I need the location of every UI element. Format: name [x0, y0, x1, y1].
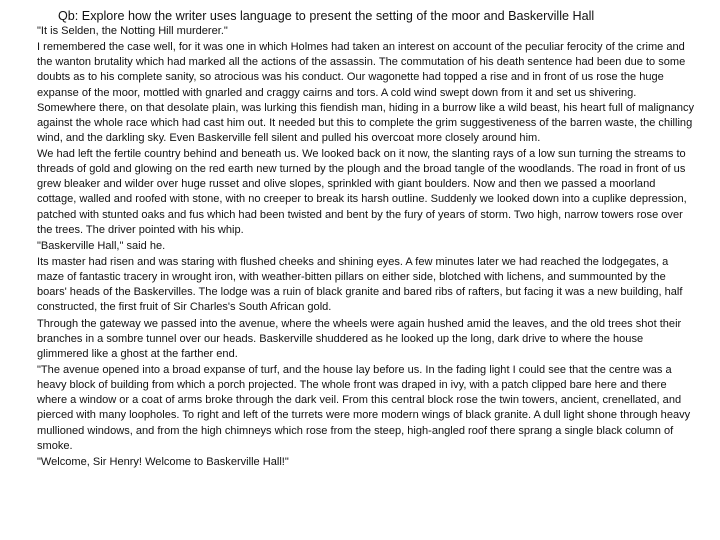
paragraph-avenue: Through the gateway we passed into the avenue, where the wheels were again hushed amid the leaves, and the old trees shot their branches in a sombre tunnel over our heads. Baskerville shuddered as he looked up the long, dark drive to where the house glimmered like a ghost at the farther end.: [37, 317, 682, 360]
paragraph-lodgegates: Its master had risen and was staring with flushed cheeks and shining eyes. A few minutes later we had reached the lodgegates, a maze of fantastic tracery in wrought iron, with weather-bitten pillars on either side, blotched with lichens, and summounted by the boars' heads of the Baskervilles. The lodge was a ruin of black granite and bared ribs of rafters, but facing it was a new building, half constructed, the first fruit of Sir Charles's South African gold.: [37, 256, 683, 314]
paragraph-moor: I remembered the case well, for it was one in which Holmes had taken an interest on account of the peculiar ferocity of the crime and the wanton brutality which had marked all the actions of the assassin. The commutation of his death sentence had been due to some doubts as to his complete sanity, so atrocious was his conduct. Our wagonette had topped a rise and in front of us rose the huge expanse of the moor, mottled with gnarled and craggy cairns and tors. A cold wind swept down from it and set us shivering. Somewhere there, on that desolate plain, was lurking this fiendish man, hiding in a burrow like a wild beast, his heart full of malignancy against the whole race which had cast him out. It needed but this to complete the grim suggestiveness of the barren waste, the chilling wind, and the darkling sky. Even Baskerville fell silent and pulled his overcoat more closely around him.: [37, 41, 695, 144]
paragraph-dialogue-selden: "It is Selden, the Notting Hill murderer.": [37, 25, 228, 37]
paragraph-house: "The avenue opened into a broad expanse of turf, and the house lay before us. In the fading light I could see that the centre was a heavy block of building from which a porch projected. The whole front was draped in ivy, with a patch clipped bare here and there where a window or a coat of arms broke through the dark veil. From this central block rose the twin towers, ancient, crenellated, and pierced with many loopholes. To right and left of the turrets were more modern wings of black granite. A dull light shone through heavy mullioned windows, and from the high chimneys which rose from the steep, high-angled roof there sprang a single black column of smoke.: [37, 364, 691, 452]
paragraph-fertile-country: We had left the fertile country behind and beneath us. We looked back on it now, the slanting rays of a low sun turning the streams to threads of gold and glowing on the red earth new turned by the plough and the broad tangle of the woodlands. The road in front of us grew bleaker and wilder over huge russet and olive slopes, sprinkled with giant boulders. Now and then we passed a moorland cottage, walled and roofed with stone, with no creeper to break its harsh outline. Suddenly we looked down into a cuplike depression, patched with stunted oaks and fus which had been twisted and bent by the fury of years of storm. Two high, narrow towers rose over the trees. The driver pointed with his whip.: [37, 148, 687, 236]
paragraph-dialogue-welcome: "Welcome, Sir Henry! Welcome to Baskerville Hall!": [37, 455, 289, 468]
paragraph-dialogue-driver: "Baskerville Hall," said he.: [37, 239, 166, 252]
question-heading: Qb: Explore how the writer uses language to present the setting of the moor and Baskerville Hall: [58, 9, 595, 23]
extract-text: [37, 24, 697, 470]
